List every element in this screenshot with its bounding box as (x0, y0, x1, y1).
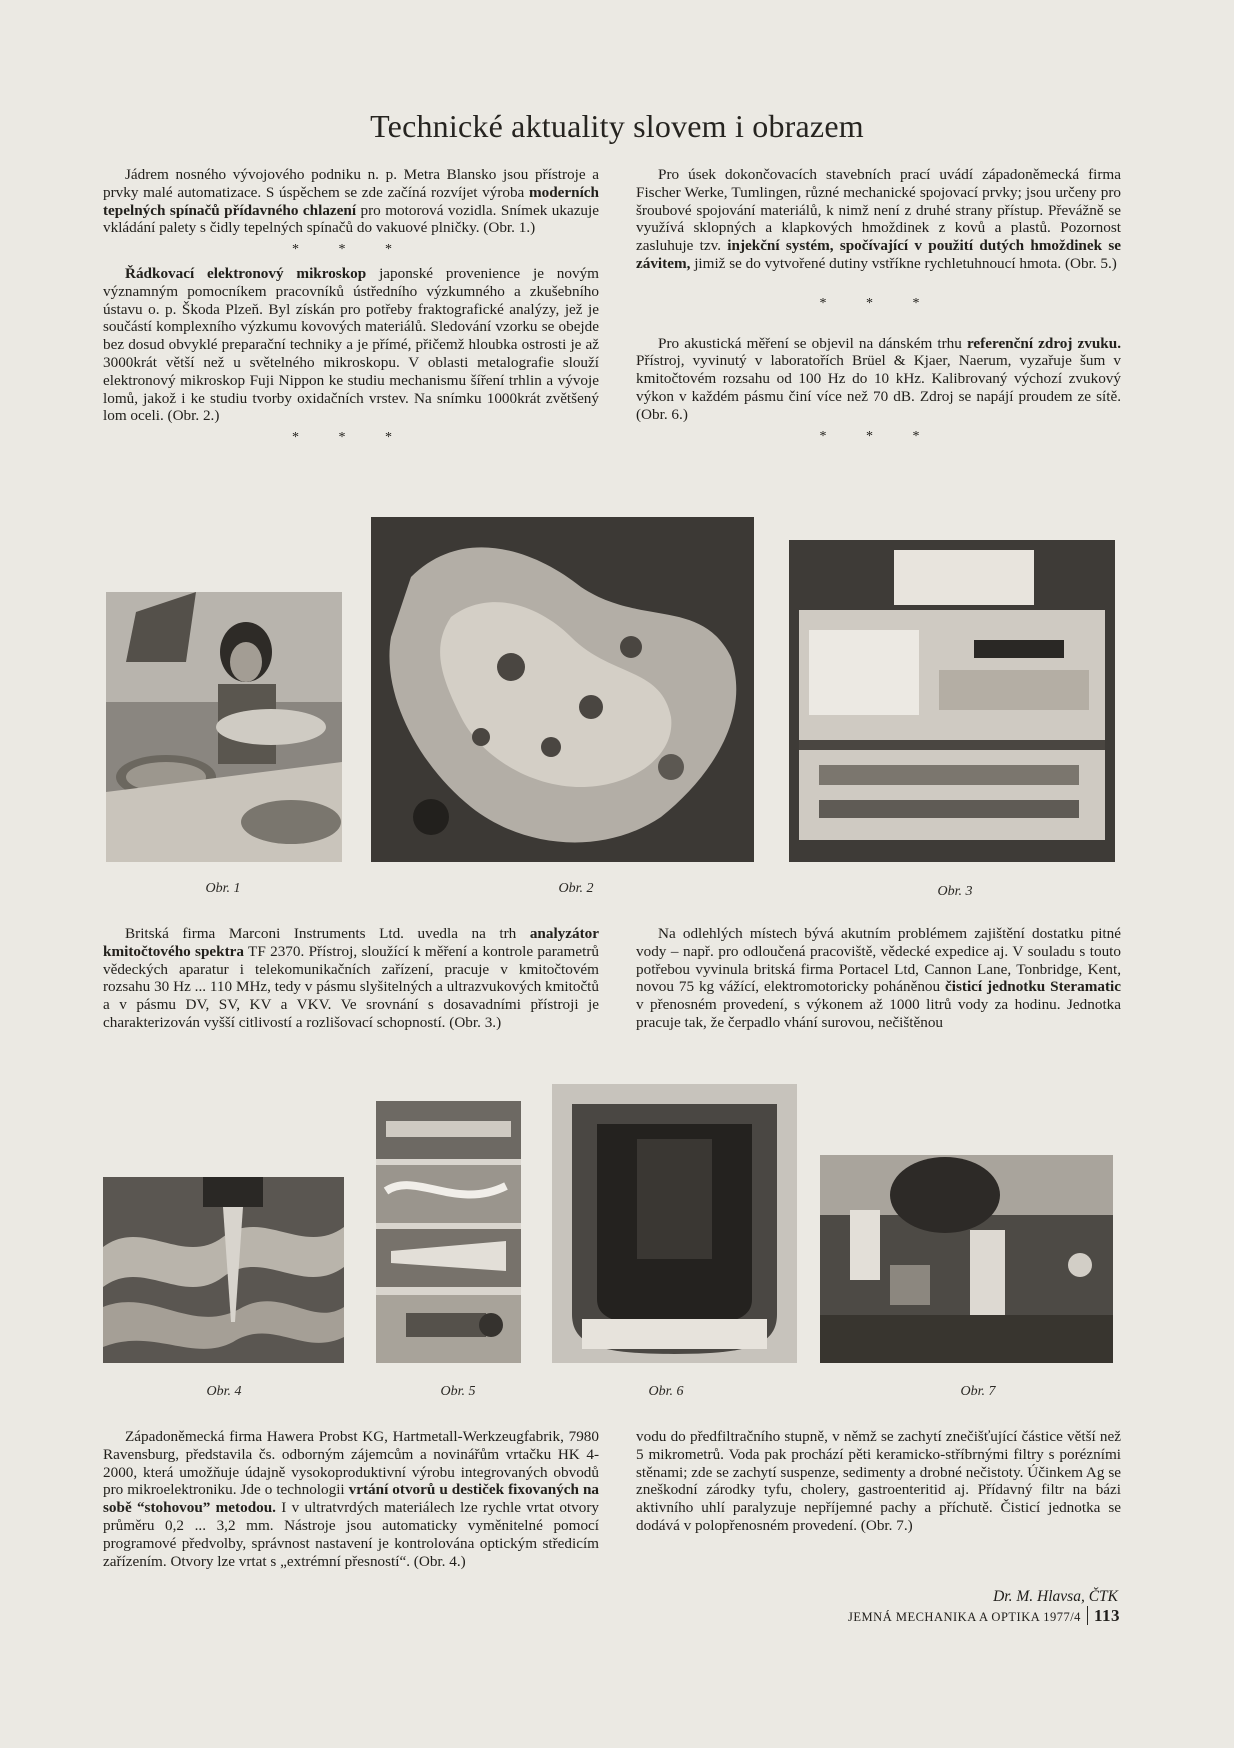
page-title: Technické aktuality slovem i obrazem (370, 108, 864, 144)
photo-obr3-spectrum-analyzer (789, 540, 1115, 862)
photo-obr1-worker (106, 592, 342, 862)
article-paragraph: Řádkovací elektronový mikroskop japonské provenience je novým významným pomocníkem pracovníků ústředního výzkumného a zkušebního ústavu o. p. Škoda Plzeň. Byl získán pro potřeby fraktografické analýzy, jež je součástí komplexního výzkumu kovových materiálů. Sledování vzorku se obejde bez dosud obvyklé preparační techniky a je přímé, přičemž hloubka ostrosti je až 3000krát větší než u světelného mikroskopu. V oblasti metalografie slouží elektronový mikroskop Fuji Nippon ke studiu mechanismu šíření trhlin a vývoje lomů, jakož i ke studiu tvorby oxidačních vrstev. Na snímku 1000krát zvětšený lom oceli. (Obr. 2.) (103, 264, 599, 425)
journal-name: JEMNÁ MECHANIKA A OPTIKA 1977/4 (848, 1610, 1081, 1624)
photo-obr4-drill (103, 1177, 344, 1363)
author-signature: Dr. M. Hlavsa, ČTK (993, 1588, 1118, 1605)
photo-obr5-anchors (376, 1101, 521, 1363)
caption-obr1: Obr. 1 (205, 881, 241, 896)
article-paragraph: Na odlehlých místech bývá akutním problémem zajištění dostatku pitné vody – např. pro odloučená pracoviště, vědecké expedice aj. V souladu s touto potřebou vyvinula britská firma Portacel Ltd, Cannon Lane, Tonbridge, Kent, novou 75 kg vážící, elektromotoricky poháněnou čisticí jednotku Steramatic v přenosném provedení, s výkonem až 1000 litrů vody za hodinu. Jednotka pracuje tak, že čerpadlo vhání surovou, nečištěnou (636, 925, 1121, 1031)
photo-obr6-sound-source (552, 1084, 797, 1363)
article-paragraph: vodu do předfiltračního stupně, v němž se zachytí znečišťující částice větší než 5 mikrometrů. Voda pak prochází pěti keramicko-stříbrnými filtry s porézními stěnami; zde se zachytí suspenze, sedimenty a drobné nečistoty. Účinkem Ag se zneškodní zárodky tyfu, cholery, gastroenteritid aj. Přídavný filtr na bázi aktivního uhlí paralyzuje nepříjemné pachy a příchutě. Čisticí jednotka se dodává v polopřenosném provedení. (Obr. 7.) (636, 1428, 1121, 1534)
article-paragraph: Jádrem nosného vývojového podniku n. p. Metra Blansko jsou přístroje a prvky malé automatizace. S úspěchem se zde začíná rozvíjet výroba moderních tepelných spínačů přídavného chlazení pro motorová vozidla. Snímek ukazuje vkládání palety s čidly tepelných spínačů do vakuové plničky. (Obr. 1.) (103, 166, 599, 237)
page-number: 113 (1087, 1606, 1120, 1625)
photo-obr2-steel-fracture (371, 517, 754, 862)
section-divider: * * * (819, 428, 938, 444)
article-column-right-bottom (636, 1428, 1121, 1535)
photo-obr7-water-purifier (820, 1155, 1113, 1363)
section-divider: * * * (819, 295, 938, 311)
article-column-left-top (103, 166, 599, 453)
caption-obr2: Obr. 2 (558, 881, 594, 896)
section-divider: * * * (292, 430, 410, 446)
section-divider: * * * (292, 242, 410, 258)
caption-obr5: Obr. 5 (440, 1384, 476, 1399)
article-paragraph: Britská firma Marconi Instruments Ltd. uvedla na trh analyzátor kmitočtového spektra TF 2370. Přístroj, sloužící k měření a kontrole parametrů vědeckých aparatur i telekomunikačních zařízení, pracuje v kmitočtovém rozsahu 30 Hz ... 110 MHz, tedy v pásmu slyšitelných a ultrazvukových kmitočtů a v pásmu DV, SV, KV a VKV. Ve srovnání s dosavadními přístroji je charakterizován vyšší citlivostí a rozlišovací schopností. (Obr. 3.) (103, 925, 599, 1031)
caption-obr6: Obr. 6 (648, 1384, 684, 1399)
caption-obr3: Obr. 3 (937, 884, 973, 899)
article-column-right-top (636, 166, 1121, 451)
article-paragraph: Západoněmecká firma Hawera Probst KG, Hartmetall-Werkzeugfabrik, 7980 Ravensburg, představila čs. odborným zájemcům a novinářům vrtačku HK 4-2000, která umožňuje údajně vysokoproduktivní výrobu integrovaných obvodů pro mikroelektroniku. Jde o technologii vrtání otvorů u destiček fixovaných na sobě “stohovou” metodou. I v ultratvrdých materiálech lze rychle vrtat otvory průměru 0,2 ... 3,2 mm. Nástroje jsou automaticky vyměnitelné pomocí programové předvolby, správnost nastavení je kontrolována optickým středicím zařízením. Otvory lze vrtat s „extrémní přesností“. (Obr. 4.) (103, 1428, 599, 1570)
article-column-right-mid (636, 925, 1121, 1032)
article-column-left-mid (103, 925, 599, 1032)
article-column-left-bottom (103, 1428, 599, 1570)
article-paragraph: Pro úsek dokončovacích stavebních prací uvádí západoněmecká firma Fischer Werke, Tumlingen, různé mechanické spojovací prvky; jsou určeny pro šroubové spojování materiálů, k nimž není z druhé strany přístup. Převážně se využívá sklopných a klapkových hmoždinek z kovů a plastů. Pozornost zasluhuje tzv. injekční systém, spočívající v použití dutých hmoždinek se závitem, jimiž se do vytvořené dutiny vstříkne rychletuhnoucí hmota. (Obr. 5.) (636, 166, 1121, 272)
caption-obr7: Obr. 7 (960, 1384, 996, 1399)
article-paragraph: Pro akustická měření se objevil na dánském trhu referenční zdroj zvuku. Přístroj, vyvinutý v laboratořích Brüel & Kjaer, Naerum, vyzařuje šum v kmitočtovém rozsahu od 100 Hz do 10 kHz. Kalibrovaný výchozí zvukový výkon v každém pásmu činí více než 70 dB. Zdroj se napájí proudem ze sítě. (Obr. 6.) (636, 334, 1121, 423)
caption-obr4: Obr. 4 (206, 1384, 242, 1399)
page-footer (700, 1606, 1120, 1626)
